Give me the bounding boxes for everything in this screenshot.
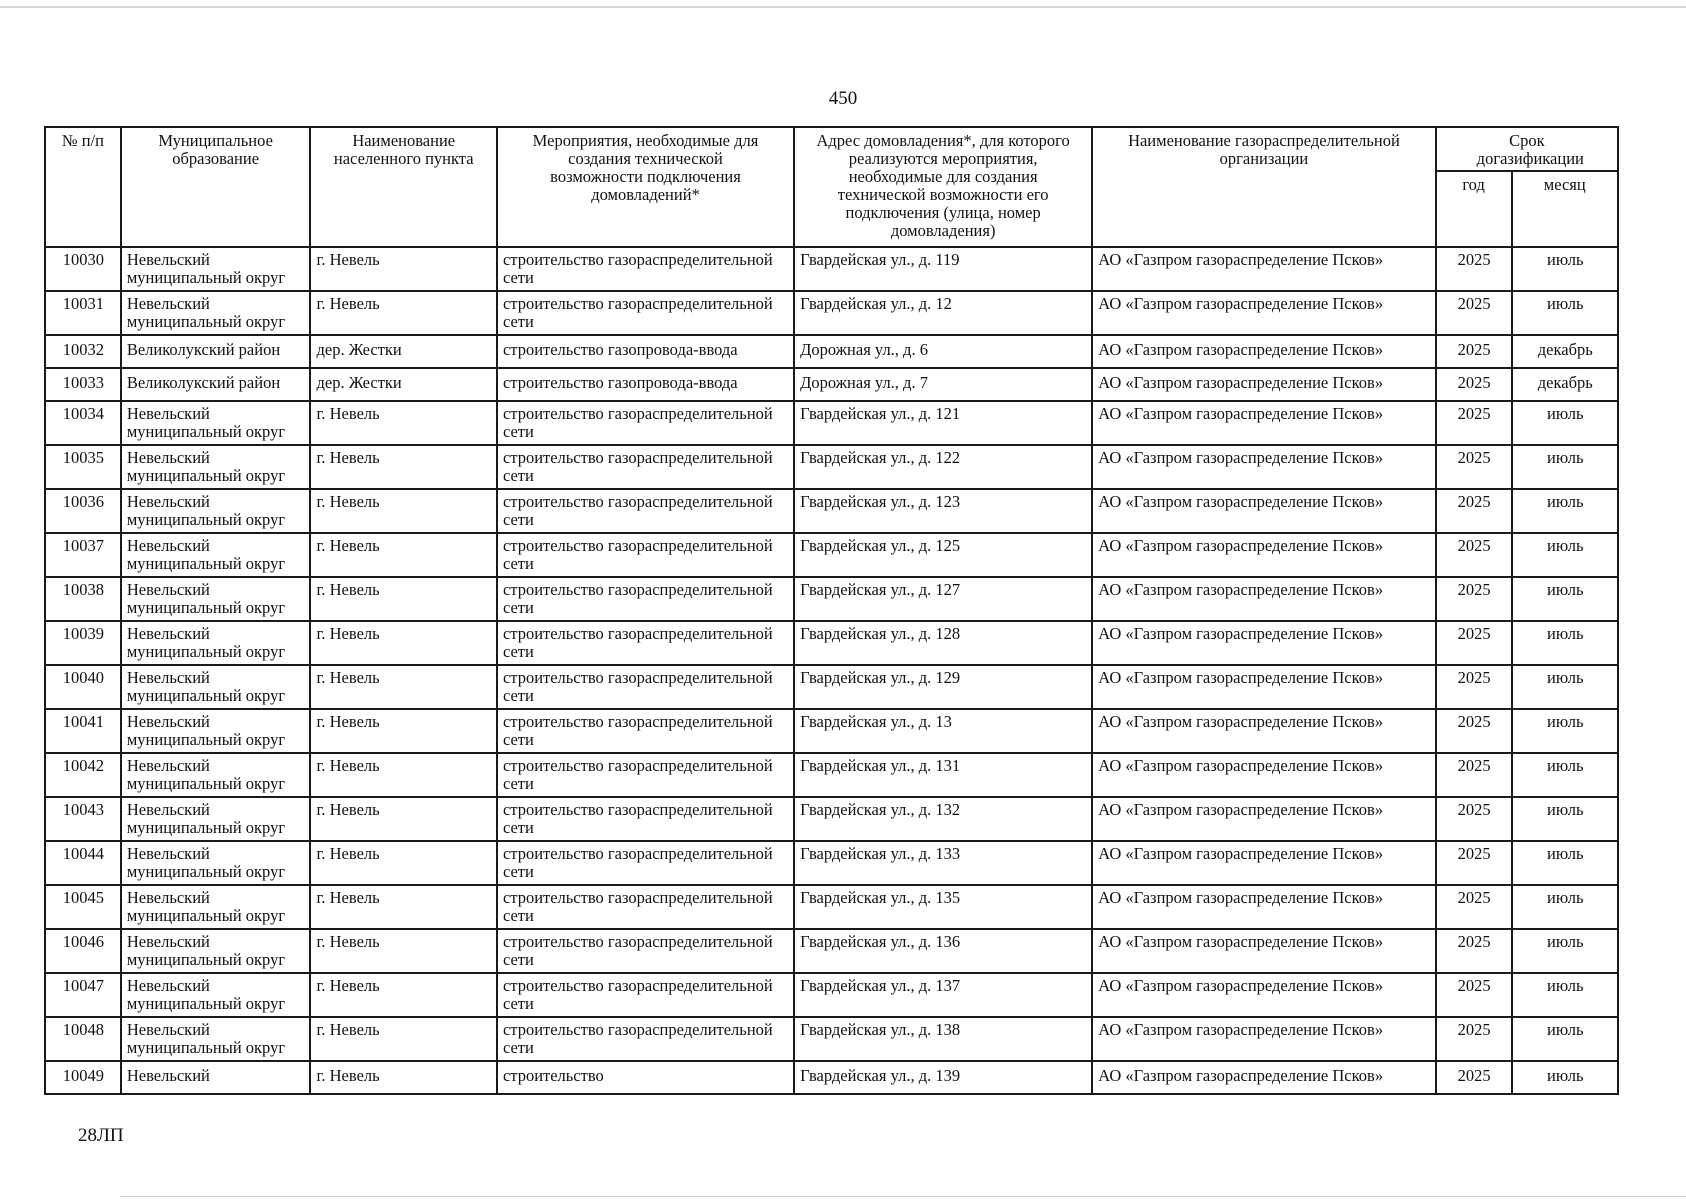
row-year: 2025 [1436,709,1512,753]
row-settlement: г. Невель [310,445,496,489]
row-measure: строительство газораспределительной сети [497,1017,794,1061]
row-measure: строительство газораспределительной сети [497,621,794,665]
row-municipality: Невельский [121,1061,311,1094]
row-month: июль [1512,247,1618,291]
row-settlement: дер. Жестки [310,335,496,368]
row-year: 2025 [1436,401,1512,445]
document-code: 28ЛП [78,1125,124,1146]
row-measure: строительство газораспределительной сети [497,929,794,973]
row-measure: строительство газопровода-ввода [497,335,794,368]
row-measure: строительство газопровода-ввода [497,368,794,401]
row-measure: строительство газораспределительной сети [497,841,794,885]
row-organization: АО «Газпром газораспределение Псков» [1092,621,1435,665]
row-settlement: г. Невель [310,797,496,841]
row-organization: АО «Газпром газораспределение Псков» [1092,489,1435,533]
row-month: июль [1512,797,1618,841]
row-organization: АО «Газпром газораспределение Псков» [1092,665,1435,709]
row-organization: АО «Газпром газораспределение Псков» [1092,709,1435,753]
row-address: Гвардейская ул., д. 122 [794,445,1092,489]
row-municipality: Невельский муниципальный округ [121,797,311,841]
row-month: декабрь [1512,335,1618,368]
row-num: 10040 [45,665,121,709]
row-measure: строительство газораспределительной сети [497,973,794,1017]
row-measure: строительство газораспределительной сети [497,401,794,445]
row-year: 2025 [1436,1061,1512,1094]
row-settlement: г. Невель [310,665,496,709]
row-month: июль [1512,1017,1618,1061]
row-measure: строительство газораспределительной сети [497,797,794,841]
table-row [45,973,1618,1017]
table-row [45,291,1618,335]
gasification-table [44,126,1619,1095]
row-settlement: г. Невель [310,577,496,621]
row-year: 2025 [1436,929,1512,973]
table-row [45,335,1618,368]
row-organization: АО «Газпром газораспределение Псков» [1092,929,1435,973]
row-measure: строительство [497,1061,794,1094]
header-municipality: Муниципальное образование [121,127,311,247]
table-row [45,489,1618,533]
table-row [45,753,1618,797]
row-organization: АО «Газпром газораспределение Псков» [1092,247,1435,291]
row-num: 10037 [45,533,121,577]
row-num: 10035 [45,445,121,489]
row-month: июль [1512,577,1618,621]
row-month: июль [1512,621,1618,665]
row-num: 10034 [45,401,121,445]
row-year: 2025 [1436,247,1512,291]
row-municipality: Невельский муниципальный округ [121,1017,311,1061]
row-num: 10046 [45,929,121,973]
row-organization: АО «Газпром газораспределение Псков» [1092,797,1435,841]
header-month: месяц [1512,171,1618,247]
page-number: 450 [828,88,858,109]
row-municipality: Невельский муниципальный округ [121,885,311,929]
row-address: Гвардейская ул., д. 127 [794,577,1092,621]
row-num: 10044 [45,841,121,885]
row-address: Гвардейская ул., д. 138 [794,1017,1092,1061]
row-address: Гвардейская ул., д. 129 [794,665,1092,709]
table-row [45,1017,1618,1061]
row-municipality: Великолукский район [121,335,311,368]
row-organization: АО «Газпром газораспределение Псков» [1092,368,1435,401]
table-row [45,797,1618,841]
row-address: Гвардейская ул., д. 12 [794,291,1092,335]
header-num: № п/п [45,127,121,247]
header-measures: Мероприятия, необходимые для создания технической возможности подключения домовладений* [497,127,794,247]
row-num: 10045 [45,885,121,929]
row-year: 2025 [1436,577,1512,621]
row-address: Гвардейская ул., д. 125 [794,533,1092,577]
row-year: 2025 [1436,489,1512,533]
table-header [45,127,1618,247]
row-settlement: г. Невель [310,621,496,665]
row-organization: АО «Газпром газораспределение Псков» [1092,401,1435,445]
row-organization: АО «Газпром газораспределение Псков» [1092,1017,1435,1061]
row-measure: строительство газораспределительной сети [497,753,794,797]
row-address: Гвардейская ул., д. 128 [794,621,1092,665]
row-municipality: Невельский муниципальный округ [121,291,311,335]
row-month: июль [1512,1061,1618,1094]
row-municipality: Невельский муниципальный округ [121,753,311,797]
table-row [45,1061,1618,1094]
row-num: 10049 [45,1061,121,1094]
row-address: Гвардейская ул., д. 121 [794,401,1092,445]
row-settlement: г. Невель [310,709,496,753]
row-measure: строительство газораспределительной сети [497,665,794,709]
table-row [45,841,1618,885]
row-month: июль [1512,709,1618,753]
row-num: 10048 [45,1017,121,1061]
row-address: Дорожная ул., д. 6 [794,335,1092,368]
row-year: 2025 [1436,1017,1512,1061]
row-year: 2025 [1436,335,1512,368]
row-settlement: г. Невель [310,489,496,533]
row-settlement: г. Невель [310,247,496,291]
row-month: июль [1512,841,1618,885]
table-row [45,533,1618,577]
row-measure: строительство газораспределительной сети [497,291,794,335]
row-municipality: Невельский муниципальный округ [121,401,311,445]
row-organization: АО «Газпром газораспределение Псков» [1092,445,1435,489]
table-row [45,445,1618,489]
row-address: Гвардейская ул., д. 133 [794,841,1092,885]
row-year: 2025 [1436,621,1512,665]
row-organization: АО «Газпром газораспределение Псков» [1092,335,1435,368]
row-organization: АО «Газпром газораспределение Псков» [1092,1061,1435,1094]
header-settlement: Наименование населенного пункта [310,127,496,247]
row-num: 10032 [45,335,121,368]
row-month: декабрь [1512,368,1618,401]
row-municipality: Невельский муниципальный округ [121,247,311,291]
row-settlement: г. Невель [310,973,496,1017]
scan-edge-bottom [120,1196,1686,1197]
row-year: 2025 [1436,753,1512,797]
row-municipality: Невельский муниципальный округ [121,973,311,1017]
row-num: 10043 [45,797,121,841]
scan-edge-top [0,6,1686,8]
row-num: 10047 [45,973,121,1017]
row-address: Гвардейская ул., д. 136 [794,929,1092,973]
row-year: 2025 [1436,973,1512,1017]
row-municipality: Невельский муниципальный округ [121,841,311,885]
row-year: 2025 [1436,665,1512,709]
row-month: июль [1512,929,1618,973]
row-settlement: г. Невель [310,929,496,973]
row-settlement: г. Невель [310,291,496,335]
row-organization: АО «Газпром газораспределение Псков» [1092,973,1435,1017]
row-year: 2025 [1436,885,1512,929]
row-organization: АО «Газпром газораспределение Псков» [1092,533,1435,577]
row-measure: строительство газораспределительной сети [497,709,794,753]
row-municipality: Невельский муниципальный округ [121,665,311,709]
row-settlement: г. Невель [310,401,496,445]
row-num: 10039 [45,621,121,665]
row-month: июль [1512,753,1618,797]
row-year: 2025 [1436,368,1512,401]
row-settlement: г. Невель [310,1017,496,1061]
header-organization: Наименование газораспределительной организации [1092,127,1435,247]
row-month: июль [1512,533,1618,577]
row-municipality: Невельский муниципальный округ [121,929,311,973]
row-address: Гвардейская ул., д. 139 [794,1061,1092,1094]
row-settlement: дер. Жестки [310,368,496,401]
row-month: июль [1512,885,1618,929]
row-organization: АО «Газпром газораспределение Псков» [1092,753,1435,797]
row-municipality: Невельский муниципальный округ [121,533,311,577]
header-year: год [1436,171,1512,247]
row-address: Дорожная ул., д. 7 [794,368,1092,401]
row-address: Гвардейская ул., д. 135 [794,885,1092,929]
row-month: июль [1512,489,1618,533]
row-address: Гвардейская ул., д. 13 [794,709,1092,753]
row-settlement: г. Невель [310,753,496,797]
table-row [45,621,1618,665]
header-deadline: Срок догазификации [1436,127,1618,171]
row-measure: строительство газораспределительной сети [497,489,794,533]
row-address: Гвардейская ул., д. 119 [794,247,1092,291]
row-address: Гвардейская ул., д. 132 [794,797,1092,841]
row-measure: строительство газораспределительной сети [497,577,794,621]
row-settlement: г. Невель [310,885,496,929]
row-measure: строительство газораспределительной сети [497,445,794,489]
row-measure: строительство газораспределительной сети [497,885,794,929]
table-row [45,665,1618,709]
row-num: 10030 [45,247,121,291]
row-measure: строительство газораспределительной сети [497,247,794,291]
row-num: 10041 [45,709,121,753]
row-organization: АО «Газпром газораспределение Псков» [1092,291,1435,335]
row-organization: АО «Газпром газораспределение Псков» [1092,841,1435,885]
row-month: июль [1512,973,1618,1017]
table-row [45,368,1618,401]
table-row [45,929,1618,973]
row-year: 2025 [1436,841,1512,885]
row-month: июль [1512,401,1618,445]
row-municipality: Невельский муниципальный округ [121,577,311,621]
row-municipality: Великолукский район [121,368,311,401]
row-num: 10036 [45,489,121,533]
row-year: 2025 [1436,445,1512,489]
row-measure: строительство газораспределительной сети [497,533,794,577]
row-address: Гвардейская ул., д. 131 [794,753,1092,797]
row-organization: АО «Газпром газораспределение Псков» [1092,577,1435,621]
row-settlement: г. Невель [310,1061,496,1094]
row-year: 2025 [1436,291,1512,335]
row-num: 10038 [45,577,121,621]
row-month: июль [1512,445,1618,489]
row-municipality: Невельский муниципальный округ [121,709,311,753]
table-row [45,577,1618,621]
table-row [45,247,1618,291]
row-municipality: Невельский муниципальный округ [121,445,311,489]
row-year: 2025 [1436,533,1512,577]
row-municipality: Невельский муниципальный округ [121,621,311,665]
row-municipality: Невельский муниципальный округ [121,489,311,533]
table-row [45,885,1618,929]
row-year: 2025 [1436,797,1512,841]
row-organization: АО «Газпром газораспределение Псков» [1092,885,1435,929]
header-address: Адрес домовладения*, для которого реализуются мероприятия, необходимые для создания технической возможности его подключения (улица, номер домовладения) [794,127,1092,247]
row-num: 10033 [45,368,121,401]
row-month: июль [1512,291,1618,335]
row-settlement: г. Невель [310,533,496,577]
table-row [45,709,1618,753]
row-address: Гвардейская ул., д. 137 [794,973,1092,1017]
table-body [45,247,1618,1094]
row-address: Гвардейская ул., д. 123 [794,489,1092,533]
row-num: 10042 [45,753,121,797]
row-month: июль [1512,665,1618,709]
row-settlement: г. Невель [310,841,496,885]
table-row [45,401,1618,445]
row-num: 10031 [45,291,121,335]
